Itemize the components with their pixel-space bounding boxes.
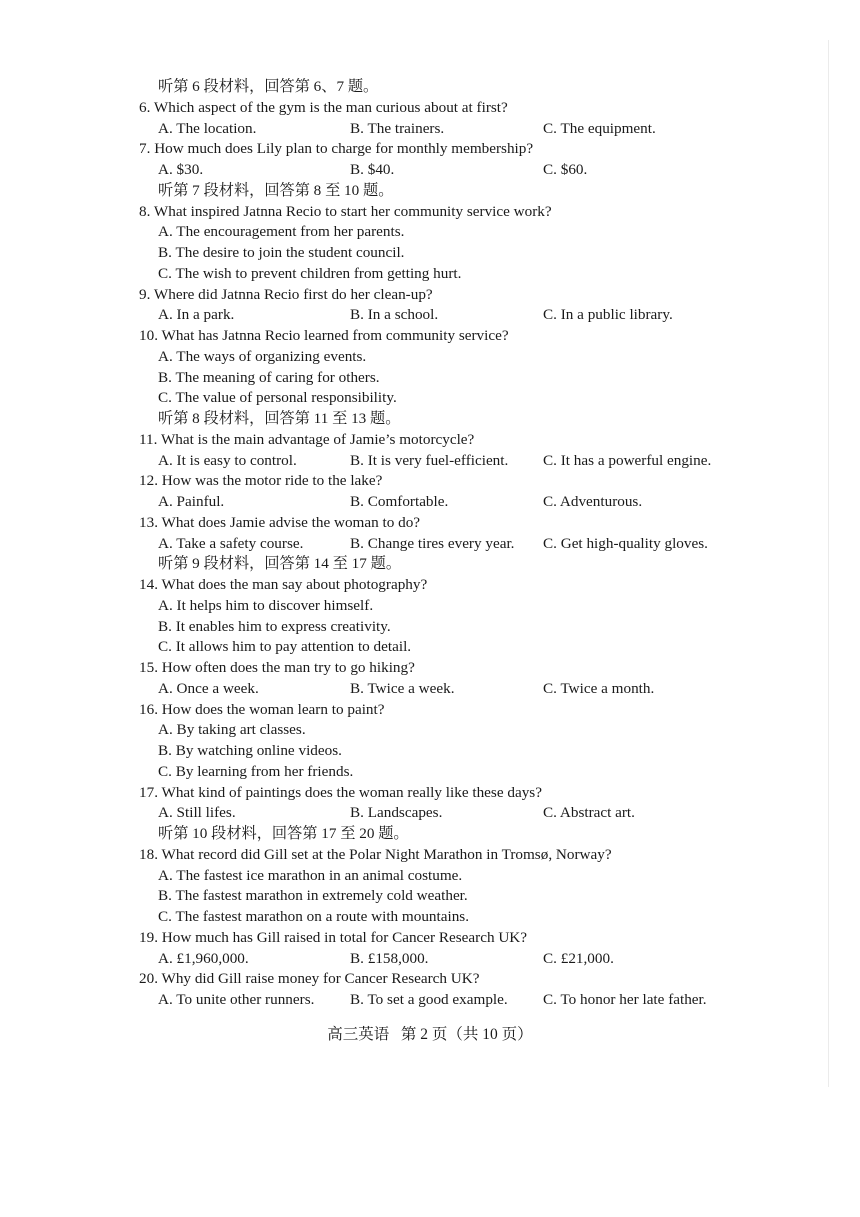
option-c: C. The equipment. (543, 119, 656, 137)
section-instruction: 听第 10 段材料，回答第 17 至 20 题。 (158, 825, 409, 842)
option-a: A. It is easy to control. (158, 451, 297, 469)
option-b: B. The trainers. (350, 119, 445, 137)
option-b: B. Change tires every year. (350, 534, 515, 552)
page-footer: 高三英语 第 2 页（共 10 页） (327, 1026, 533, 1043)
question-text: 13. What does Jamie advise the woman to do? (139, 513, 421, 531)
option-b: B. In a school. (350, 306, 439, 324)
option-a: A. Painful. (158, 493, 225, 510)
question-text: 9. Where did Jatnna Recio first do her clean-up? (139, 285, 433, 303)
section-instruction: 听第 8 段材料，回答第 11 至 13 题。 (158, 410, 401, 427)
option-line: B. It enables him to express creativity. (158, 617, 391, 635)
option-b: B. Landscapes. (350, 804, 443, 822)
option-c: C. Adventurous. (543, 493, 643, 510)
option-b: B. $40. (350, 161, 395, 178)
option-line: B. By watching online videos. (158, 742, 342, 759)
option-c: C. $60. (543, 161, 588, 178)
question-text: 16. How does the woman learn to paint? (139, 700, 385, 718)
option-line: C. The fastest marathon on a route with mountains. (158, 908, 470, 925)
option-b: B. To set a good example. (350, 991, 508, 1008)
option-a: A. Still lifes. (158, 804, 236, 822)
question-text: 12. How was the motor ride to the lake? (139, 472, 383, 490)
option-b: B. It is very fuel-efficient. (350, 451, 509, 469)
option-line: B. The meaning of caring for others. (158, 368, 380, 386)
scan-edge-line (828, 40, 829, 1087)
question-text: 15. How often does the man try to go hiking? (139, 659, 415, 676)
option-c: C. Twice a month. (543, 679, 655, 697)
option-line: C. By learning from her friends. (158, 762, 354, 780)
question-text: 6. Which aspect of the gym is the man curious about at first? (139, 98, 508, 116)
option-a: A. Take a safety course. (158, 534, 304, 552)
option-c: C. £21,000. (543, 949, 614, 967)
option-line: C. It allows him to pay attention to detail. (158, 638, 412, 656)
question-text: 17. What kind of paintings does the woman really like these days? (139, 783, 542, 801)
option-line: A. The encouragement from her parents. (158, 223, 405, 241)
section-instruction: 听第 7 段材料，回答第 8 至 10 题。 (158, 181, 394, 199)
option-a: A. In a park. (158, 306, 235, 324)
question-text: 10. What has Jatnna Recio learned from community service? (139, 327, 509, 344)
option-c: C. Abstract art. (543, 804, 635, 822)
question-text: 18. What record did Gill set at the Polar Night Marathon in Tromsø, Norway? (139, 845, 612, 863)
option-a: A. To unite other runners. (158, 991, 315, 1008)
question-text: 14. What does the man say about photography? (139, 576, 428, 593)
question-text: 8. What inspired Jatnna Recio to start her community service work? (139, 202, 552, 220)
question-text: 7. How much does Lily plan to charge for monthly membership? (139, 140, 534, 158)
option-a: A. $30. (158, 161, 204, 178)
section-instruction: 听第 6 段材料，回答第 6、7 题。 (158, 78, 379, 95)
question-text: 19. How much has Gill raised in total for Cancer Research UK? (139, 928, 528, 946)
option-c: C. It has a powerful engine. (543, 451, 712, 469)
option-c: C. Get high-quality gloves. (543, 534, 708, 552)
option-b: B. Comfortable. (350, 493, 449, 510)
option-b: B. Twice a week. (350, 679, 455, 697)
option-line: B. The desire to join the student council. (158, 244, 405, 261)
option-line: A. By taking art classes. (158, 721, 306, 739)
option-line: C. The wish to prevent children from getting hurt. (158, 264, 462, 282)
option-a: A. £1,960,000. (158, 949, 249, 967)
option-line: C. The value of personal responsibility. (158, 389, 397, 407)
option-a: A. The location. (158, 119, 257, 137)
option-line: A. The ways of organizing events. (158, 347, 367, 365)
option-line: B. The fastest marathon in extremely cold weather. (158, 887, 468, 905)
option-c: C. In a public library. (543, 306, 673, 324)
option-line: A. It helps him to discover himself. (158, 596, 374, 614)
question-text: 20. Why did Gill raise money for Cancer Research UK? (139, 970, 480, 988)
question-text: 11. What is the main advantage of Jamie’s motorcycle? (139, 430, 475, 448)
option-b: B. £158,000. (350, 949, 429, 967)
option-line: A. The fastest ice marathon in an animal costume. (158, 866, 463, 884)
option-c: C. To honor her late father. (543, 991, 707, 1008)
section-instruction: 听第 9 段材料，回答第 14 至 17 题。 (158, 555, 401, 573)
option-a: A. Once a week. (158, 679, 259, 697)
